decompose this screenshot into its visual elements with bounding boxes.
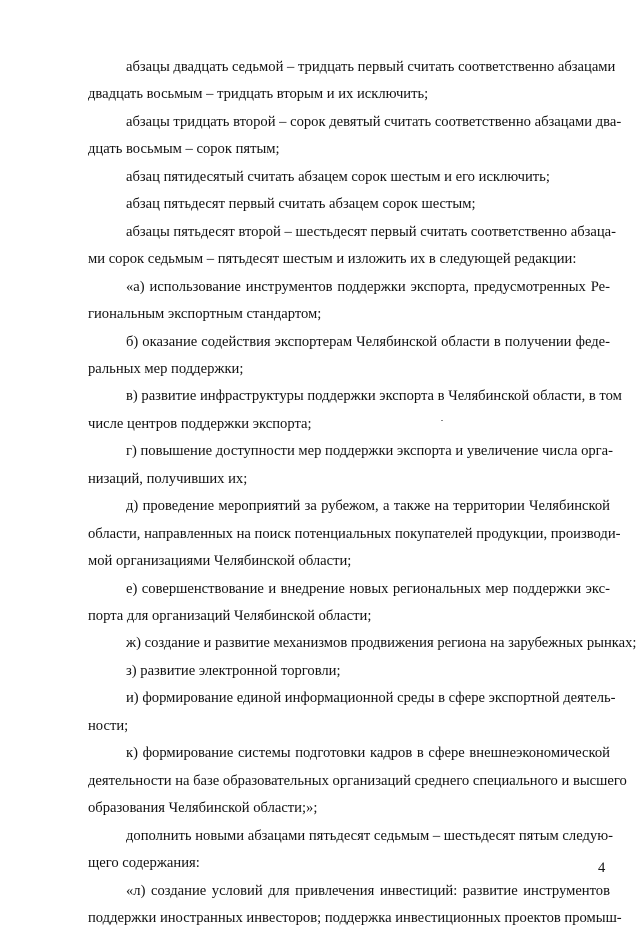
scan-speck xyxy=(441,420,443,421)
text-line: б) оказание содействия экспортерам Челябинской области в получении феде- xyxy=(126,334,610,350)
text-line: мой организациями Челябинской области; xyxy=(88,553,352,569)
text-line: абзац пятидесятый считать абзацем сорок шестым и его исключить; xyxy=(126,169,550,185)
text-line: ности; xyxy=(88,718,129,734)
text-line: и) формирование единой информационной среды в сфере экспортной деятель- xyxy=(126,690,616,706)
text-line: щего содержания: xyxy=(88,855,200,871)
text-line: поддержки иностранных инвесторов; поддержка инвестиционных проектов промыш- xyxy=(88,910,622,926)
text-line: «л) создание условий для привлечения инвестиций: развитие инструментов xyxy=(126,883,610,899)
text-line: д) проведение мероприятий за рубежом, а также на территории Челябинской xyxy=(126,498,610,514)
text-line: абзацы тридцать второй – сорок девятый считать соответственно абзацами два- xyxy=(126,114,622,130)
text-line: двадцать восьмым – тридцать вторым и их исключить; xyxy=(88,86,429,102)
text-line: абзацы двадцать седьмой – тридцать первый считать соответственно абзацами xyxy=(126,59,616,75)
page-number: 4 xyxy=(598,860,606,876)
text-line: дополнить новыми абзацами пятьдесят седьмым – шестьдесят пятым следую- xyxy=(126,828,613,844)
text-line: абзацы пятьдесят второй – шестьдесят первый считать соответственно абзаца- xyxy=(126,224,617,240)
text-line: абзац пятьдесят первый считать абзацем сорок шестым; xyxy=(126,196,476,212)
text-line: ральных мер поддержки; xyxy=(88,361,244,377)
text-line: гиональным экспортным стандартом; xyxy=(88,306,322,322)
text-line: деятельности на базе образовательных организаций среднего специального и высшего xyxy=(88,773,627,789)
text-line: числе центров поддержки экспорта; xyxy=(88,416,312,432)
text-line: области, направленных на поиск потенциальных покупателей продукции, производи- xyxy=(88,526,621,542)
text-line: г) повышение доступности мер поддержки экспорта и увеличение числа орга- xyxy=(126,443,614,459)
text-line: ми сорок седьмым – пятьдесят шестым и изложить их в следующей редакции: xyxy=(88,251,577,267)
text-line: низаций, получивших их; xyxy=(88,471,248,487)
text-line: порта для организаций Челябинской области; xyxy=(88,608,372,624)
text-line: дцать восьмым – сорок пятым; xyxy=(88,141,280,157)
text-line: «а) использование инструментов поддержки экспорта, предусмотренных Ре- xyxy=(126,279,610,295)
text-line: е) совершенствование и внедрение новых региональных мер поддержки экс- xyxy=(126,581,610,597)
text-line: ж) создание и развитие механизмов продвижения региона на зарубежных рынках; xyxy=(126,635,637,651)
text-line: к) формирование системы подготовки кадров в сфере внешнеэкономической xyxy=(126,745,610,761)
text-line: з) развитие электронной торговли; xyxy=(126,663,341,679)
text-line: образования Челябинской области;»; xyxy=(88,800,318,816)
text-line: в) развитие инфраструктуры поддержки экспорта в Челябинской области, в том xyxy=(126,388,622,404)
